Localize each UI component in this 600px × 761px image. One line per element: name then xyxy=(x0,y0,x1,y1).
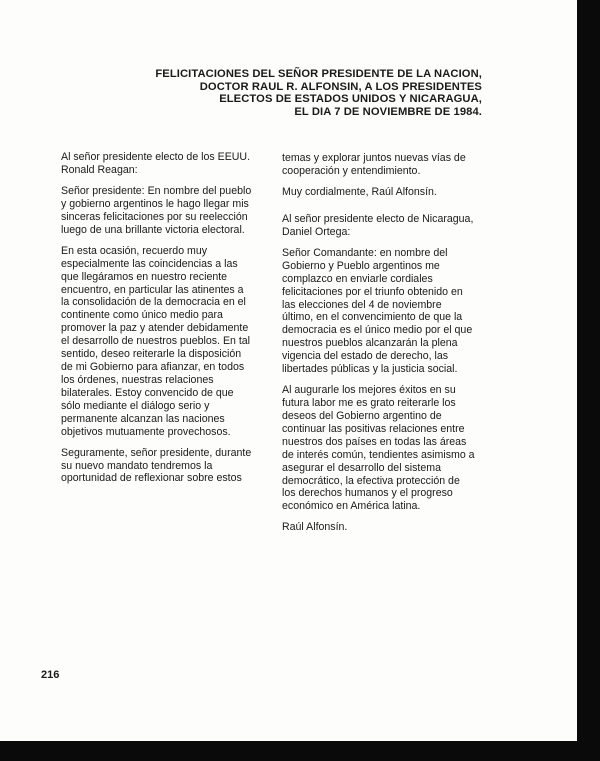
text-line: la consolidación de la democracia en el xyxy=(61,296,246,309)
text-line: objetivos mutuamente provechosos. xyxy=(61,425,231,438)
text-line: democracia es el único medio por el que xyxy=(282,324,473,337)
text-line: continuar las positivas relaciones entre xyxy=(282,422,465,435)
text-line: de interés común, tendientes asimismo a xyxy=(282,448,475,461)
text-line: complazco en enviarle cordiales xyxy=(282,272,433,285)
heading-line: ELECTOS DE ESTADOS UNIDOS Y NICARAGUA, xyxy=(219,93,482,106)
scan-border-bottom xyxy=(0,741,600,761)
text-line: nuestros dos países en todas las áreas xyxy=(282,435,467,448)
text-line: sentido, deseo reiterarle la disposición xyxy=(61,348,242,361)
text-line: de mi Gobierno para afianzar, en todos xyxy=(61,360,245,373)
text-line: especialmente las coincidencias a las xyxy=(61,257,238,270)
text-line: luego de una brillante victoria electoral. xyxy=(61,223,245,236)
text-line: Señor Comandante: en nombre del xyxy=(282,246,448,259)
page-number: 216 xyxy=(41,669,60,681)
text-line: bilaterales. Estoy convencido de que xyxy=(61,386,234,399)
paragraph xyxy=(282,384,494,513)
text-line: que llegáramos en nuestro reciente xyxy=(61,270,228,283)
text-line: felicitaciones por el triunfo obtenido en xyxy=(282,285,463,298)
text-line: último, en el convencimiento de que la xyxy=(282,311,463,324)
text-line: futura labor me es grato reiterarle los xyxy=(282,397,456,410)
text-line: los derechos humanos y el progreso xyxy=(282,487,453,500)
text-line: las elecciones del 4 de noviembre xyxy=(282,298,442,311)
text-line: económico en América latina. xyxy=(282,500,421,513)
paragraph xyxy=(61,185,273,237)
text-line: los órdenes, nuestras relaciones xyxy=(61,373,214,386)
text-line: promover la paz y atender debidamente xyxy=(61,322,249,335)
text-line: Al señor presidente electo de los EEUU. xyxy=(61,151,251,163)
text-line: y gobierno argentinos le hago llegar mis xyxy=(61,197,249,210)
text-line: Raúl Alfonsín. xyxy=(282,521,348,534)
text-line: libertades públicas y la justicia social. xyxy=(282,363,458,376)
paragraph xyxy=(282,247,494,376)
text-line: Ronald Reagan: xyxy=(61,163,138,176)
text-line: temas y explorar juntos nuevas vías de xyxy=(282,152,466,164)
text-line: cooperación y entendimiento. xyxy=(282,164,421,177)
heading-line: FELICITACIONES DEL SEÑOR PRESIDENTE DE LA NACION, xyxy=(155,68,482,80)
heading-line: EL DIA 7 DE NOVIEMBRE DE 1984. xyxy=(294,105,482,118)
signature-reagan-letter xyxy=(282,186,494,199)
text-line: Muy cordialmente, Raúl Alfonsín. xyxy=(282,186,437,198)
paragraph xyxy=(61,245,273,439)
text-line: Al señor presidente electo de Nicaragua, xyxy=(282,212,474,225)
text-line: su nuevo mandato tendremos la xyxy=(61,459,213,472)
signature-ortega-letter xyxy=(282,521,494,534)
text-line: encuentro, en particular las atinentes a xyxy=(61,283,244,296)
text-line: sólo mediante el diálogo serio y xyxy=(61,399,210,412)
paragraph xyxy=(61,447,273,486)
left-column xyxy=(61,151,273,494)
text-line: Gobierno y Pueblo argentinos me xyxy=(282,259,440,272)
text-line: Al augurarle los mejores éxitos en su xyxy=(282,384,456,397)
article-heading xyxy=(142,68,482,118)
text-line: Seguramente, señor presidente, durante xyxy=(61,446,252,459)
text-line: asegurar el desarrollo del sistema xyxy=(282,461,441,474)
text-line: sinceras felicitaciones por su reelección xyxy=(61,210,248,223)
text-line: Daniel Ortega: xyxy=(282,225,351,238)
text-line: permanente alcanzan las naciones xyxy=(61,412,225,425)
right-column xyxy=(282,152,494,543)
paragraph xyxy=(282,152,494,178)
text-line: deseos del Gobierno argentino de xyxy=(282,409,442,422)
text-line: vigencia del estado de derecho, las xyxy=(282,350,449,363)
text-line: el desarrollo de nuestros pueblos. En tal xyxy=(61,335,251,348)
text-line: continente como único medio para xyxy=(61,309,223,322)
scan-border-right xyxy=(577,0,600,761)
salutation-ortega xyxy=(282,213,494,239)
salutation-reagan xyxy=(61,151,273,177)
text-line: nuestros pueblos alcanzarán la plena xyxy=(282,337,458,350)
text-line: oportunidad de reflexionar sobre estos xyxy=(61,472,242,485)
heading-line: DOCTOR RAUL R. ALFONSIN, A LOS PRESIDENTES xyxy=(199,80,482,93)
text-line: En esta ocasión, recuerdo muy xyxy=(61,244,208,257)
text-line: democrático, la efectiva protección de xyxy=(282,474,460,487)
text-line: Señor presidente: En nombre del pueblo xyxy=(61,185,252,197)
